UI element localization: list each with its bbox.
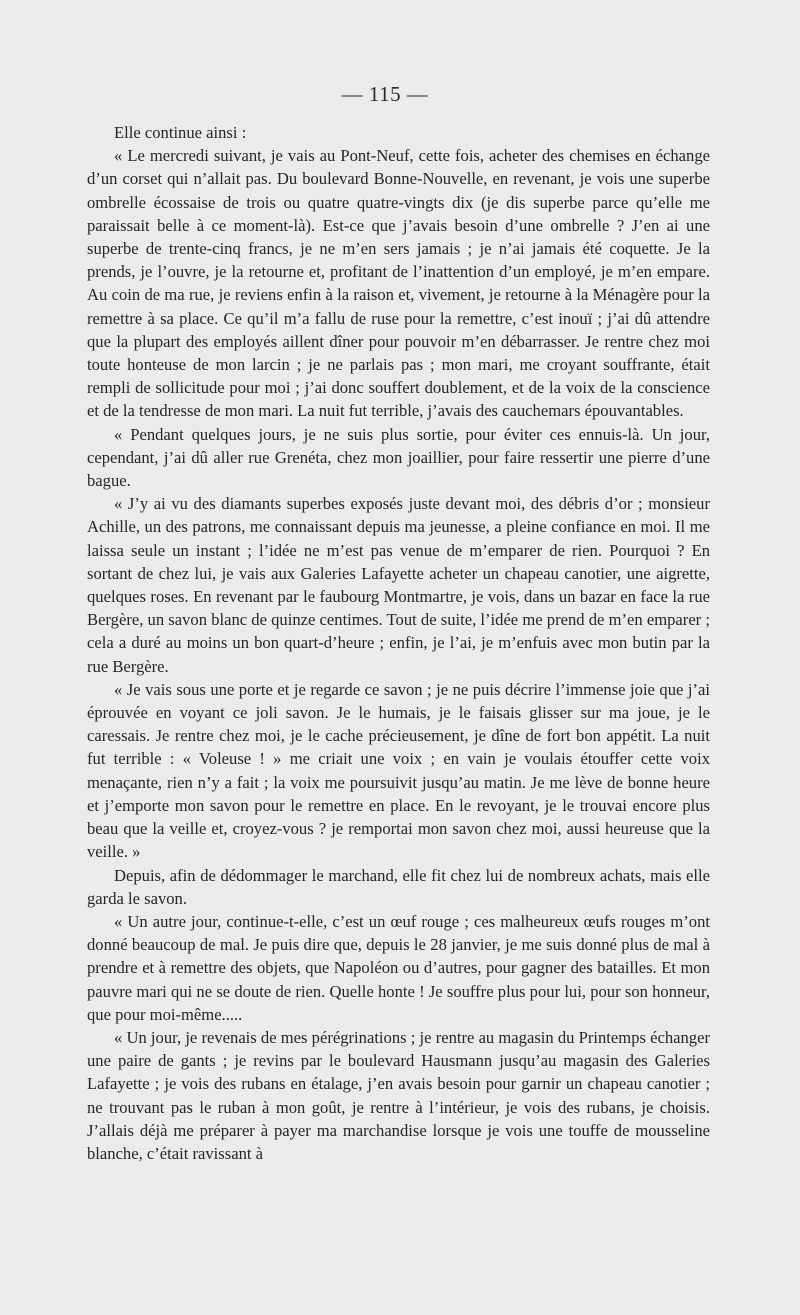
paragraph: « J’y ai vu des diamants superbes exposés juste devant moi, des débris d’or ; monsieur Achille, un des patrons, me connaissant depuis ma jeunesse, a pleine confiance en moi. Il me laissa seule un instant ; l’idée ne m’est pas venue de m’emparer de rien. Pourquoi ? En sortant de chez lui, je vais aux Galeries Lafayette acheter un chapeau canotier, une aigrette, quelques roses. En revenant par le faubourg Montmartre, je vois, dans un bazar en face la rue Bergère, un savon blanc de quinze centimes. Tout de suite, l’idée me prend de m’en emparer ; cela a duré au moins un bon quart-d’heure ; enfin, je l’ai, je m’enfuis avec mon butin par la rue Bergère. <box>87 494 710 676</box>
paragraph: « Pendant quelques jours, je ne suis plus sortie, pour éviter ces ennuis-là. Un jour, cependant, j’ai dû aller rue Grenéta, chez mon joaillier, pour faire ressertir une pierre d’une bague. <box>87 424 710 491</box>
paragraph: « Le mercredi suivant, je vais au Pont-Neuf, cette fois, acheter des chemises en échange d’un corset qui n’allait pas. Du boulevard Bonne-Nouvelle, en revenant, je vois une superbe ombrelle écossaise de trois ou quatre quatre-vingts dix (je dis superbe parce qu’elle me paraissait belle à ce moment-là). Est-ce que j’avais besoin d’une ombrelle ? J’en ai une superbe de trente-cinq francs, je ne m’en sers jamais ; je n’ai jamais été coquette. Je la prends, je l’ouvre, je la retourne et, profitant de l’inattention d’un employé, je m’en empare. Au coin de ma rue, je reviens enfin à la raison et, vivement, je retourne à la Ménagère pour la remettre à sa place. Ce qu’il m’a fallu de ruse pour la remettre, c’est inouï ; j’ai dû attendre que la plupart des employés aillent dîner pour pouvoir m’en débarrasser. Je rentre chez moi toute honteuse de mon larcin ; je ne parlais pas ; mon mari, me croyant souffrante, était rempli de sollicitude pour moi ; j’ai donc souffert doublement, et de la voix de la conscience et de la tendresse de mon mari. La nuit fut terrible, j’avais des cauchemars épouvantables. <box>87 146 710 421</box>
paragraph: « Je vais sous une porte et je regarde ce savon ; je ne puis décrire l’immense joie que j’ai éprouvée en voyant ce joli savon. Je le humais, je le faisais glisser sur ma joue, je le caressais. Je rentre chez moi, je le cache précieusement, je dîne de fort bon appétit. La nuit fut terrible : « Voleuse ! » me criait une voix ; en vain je voulais étouffer cette voix menaçante, rien n’y a fait ; la voix me poursuivit jusqu’au matin. Je me lève de bonne heure et j’emporte mon savon pour le remettre en place. En le revoyant, je le trouvai encore plus beau que la veille et, croyez-vous ? je remportai mon savon chez moi, aussi heureuse que la veille. » <box>87 679 710 862</box>
paragraph: « Un autre jour, continue-t-elle, c’est un œuf rouge ; ces malheureux œufs rouges m’ont donné beaucoup de mal. Je puis dire que, depuis le 28 janvier, je me suis donné plus de mal à prendre et à remettre des objets, que Napoléon ou d’autres, pour gagner des batailles. Et mon pauvre mari qui ne se doute de rien. Quelle honte ! Je souffre plus pour lui, pour son honneur, que pour moi-même..... <box>87 911 710 1024</box>
paragraph: « Un jour, je revenais de mes pérégrinations ; je rentre au magasin du Printemps échanger une paire de gants ; je revins par le boulevard Hausmann jusqu’au magasin des Galeries Lafayette ; je vois des rubans en étalage, j’en avais besoin pour garnir un chapeau canotier ; ne trouvant pas le ruban à mon goût, je rentre à l’intérieur, je vois des rubans, je choisis. J’allais déjà me préparer à payer ma marchandise lorsque je vois une touffe de mousseline blanche, c’était ravissant à <box>87 1027 710 1163</box>
paragraph: Elle continue ainsi : <box>114 123 247 142</box>
body-text <box>87 121 710 1165</box>
paragraph: Depuis, afin de dédommager le marchand, elle fit chez lui de nombreux achats, mais elle garda le savon. <box>87 865 710 908</box>
page-number: — 115 — <box>341 82 429 106</box>
